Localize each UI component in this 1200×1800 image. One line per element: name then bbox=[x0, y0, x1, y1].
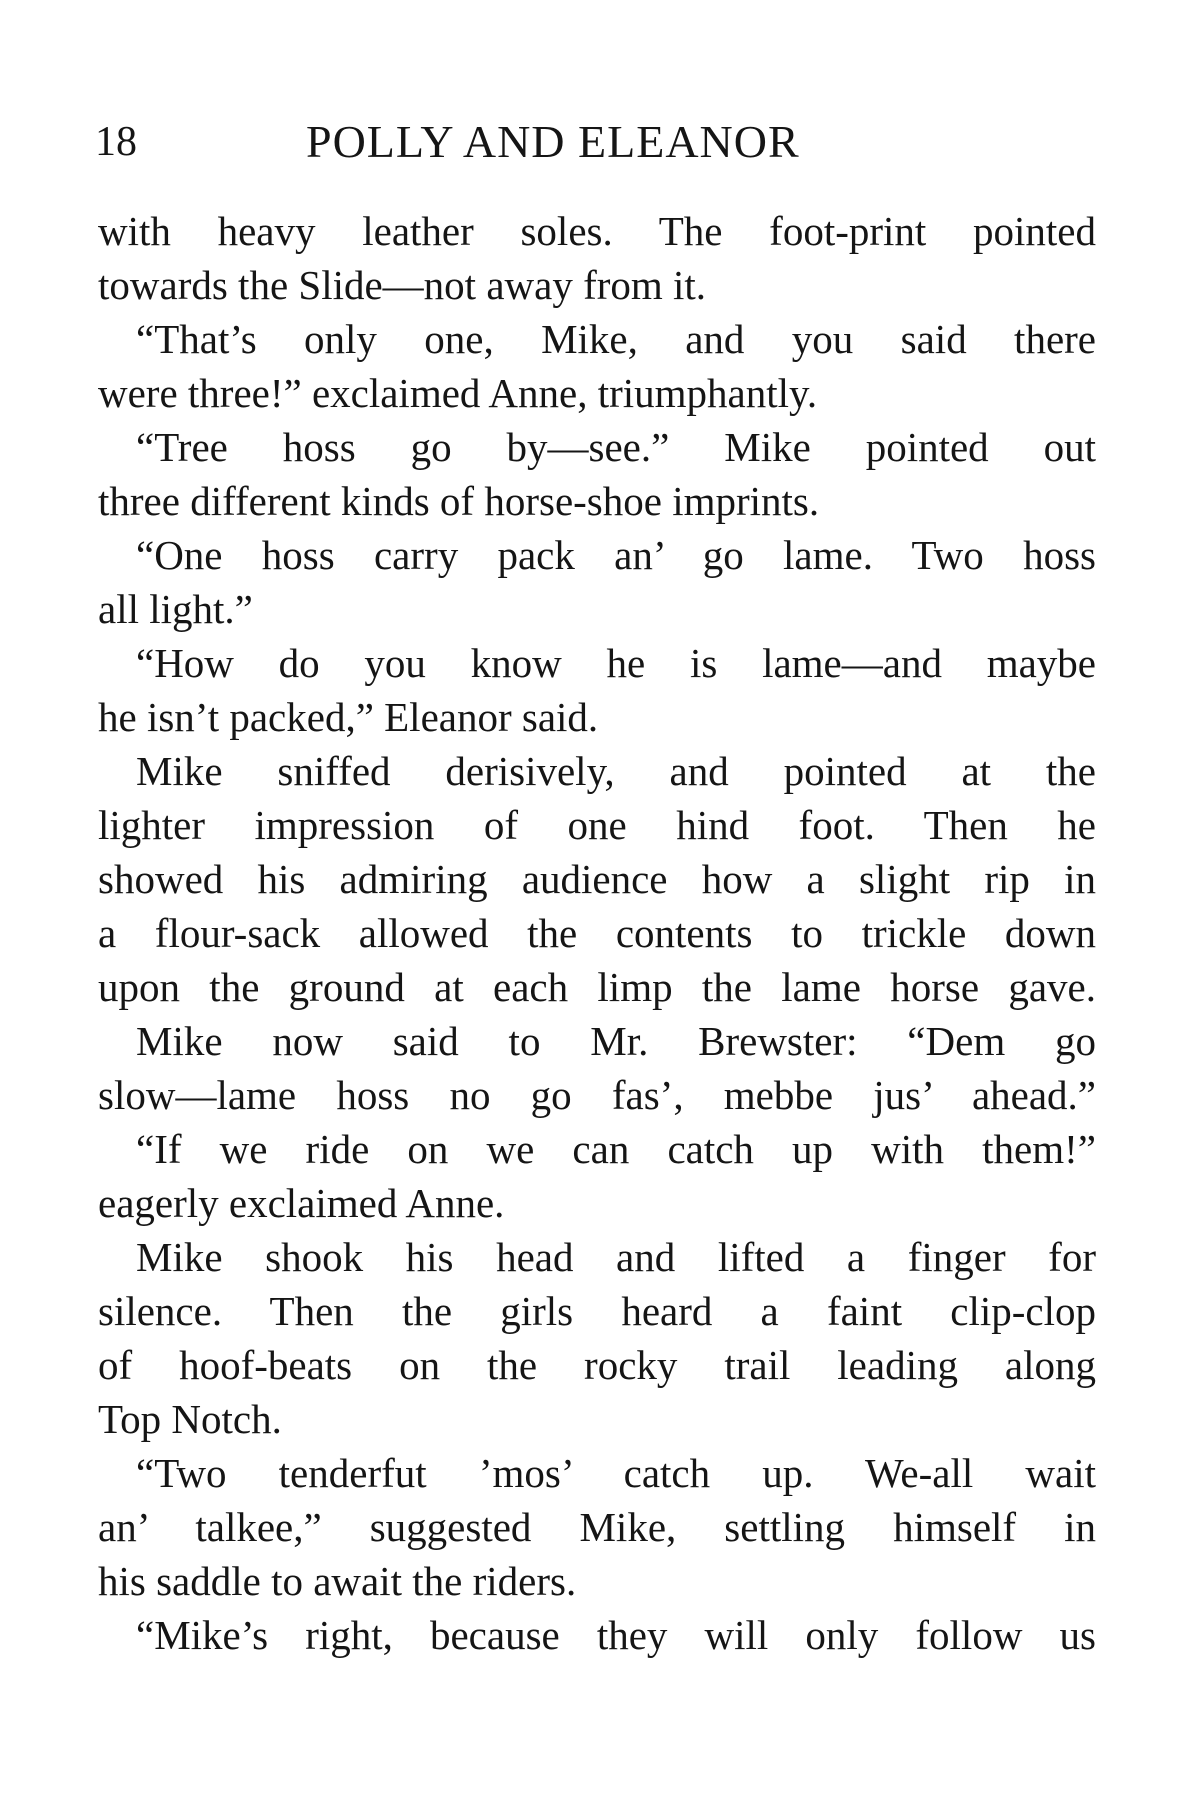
text-line: eagerly exclaimed Anne. bbox=[98, 1180, 505, 1226]
text-line: his saddle to await the riders. bbox=[98, 1558, 577, 1604]
page-number: 18 bbox=[95, 119, 137, 165]
text-line: “If we ride on we can catch up with them!” bbox=[136, 1126, 1096, 1172]
text-line: towards the Slide—not away from it. bbox=[98, 262, 707, 308]
text-line: slow—lame hoss no go fas’, mebbe jus’ ahead.” bbox=[98, 1072, 1096, 1118]
text-line: were three!” exclaimed Anne, triumphantly. bbox=[98, 370, 818, 416]
text-line: “Two tenderfut ’mos’ catch up. We-all wait bbox=[136, 1450, 1096, 1496]
text-line: all light.” bbox=[98, 586, 253, 632]
text-line: “Mike’s right, because they will only follow us bbox=[136, 1612, 1096, 1658]
text-line: “Tree hoss go by—see.” Mike pointed out bbox=[136, 424, 1096, 470]
text-line: Mike now said to Mr. Brewster: “Dem go bbox=[136, 1018, 1096, 1064]
text-line: an’ talkee,” suggested Mike, settling himself in bbox=[98, 1504, 1096, 1550]
body-text bbox=[98, 204, 1096, 1704]
text-line: silence. Then the girls heard a faint clip-clop bbox=[98, 1288, 1096, 1334]
text-line: a flour-sack allowed the contents to trickle down bbox=[98, 910, 1096, 956]
running-title: POLLY AND ELEANOR bbox=[306, 116, 800, 167]
text-line: Mike sniffed derisively, and pointed at the bbox=[136, 748, 1096, 794]
text-line: Mike shook his head and lifted a finger for bbox=[136, 1234, 1096, 1280]
text-line: three different kinds of horse-shoe imprints. bbox=[98, 478, 820, 524]
text-line: Top Notch. bbox=[98, 1396, 282, 1442]
text-line: “How do you know he is lame—and maybe bbox=[136, 640, 1096, 686]
text-line: upon the ground at each limp the lame horse gave. bbox=[98, 964, 1096, 1010]
text-line: with heavy leather soles. The foot-print pointed bbox=[98, 208, 1096, 254]
text-line: “That’s only one, Mike, and you said there bbox=[136, 316, 1096, 362]
text-line: of hoof-beats on the rocky trail leading along bbox=[98, 1342, 1096, 1388]
text-line: lighter impression of one hind foot. Then he bbox=[98, 802, 1096, 848]
text-line: he isn’t packed,” Eleanor said. bbox=[98, 694, 599, 740]
text-line: showed his admiring audience how a slight rip in bbox=[98, 856, 1096, 902]
running-header bbox=[95, 112, 1095, 172]
text-line: “One hoss carry pack an’ go lame. Two hoss bbox=[136, 532, 1096, 578]
